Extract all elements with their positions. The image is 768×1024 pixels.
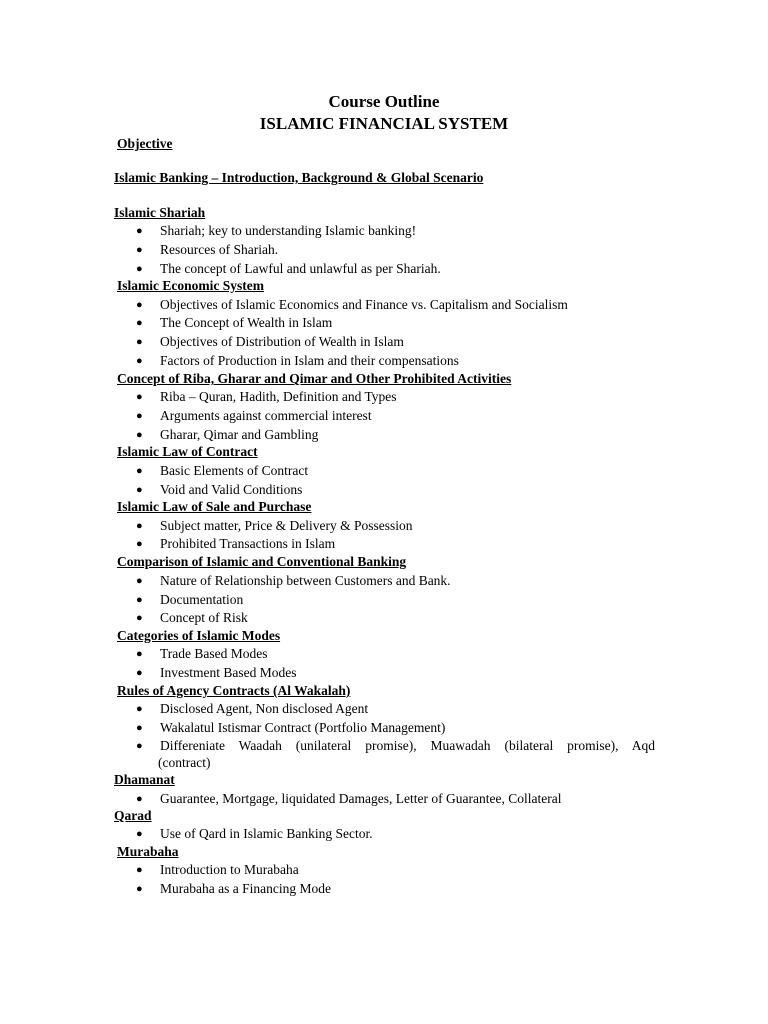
bullet-icon: ● <box>136 317 143 329</box>
bullet-icon: ● <box>136 465 143 477</box>
list-item-text: Differeniate Waadah (unilateral promise), Muawadah (bilateral promise), Aqd <box>160 738 655 753</box>
bullet-icon: ● <box>136 520 143 532</box>
bullet-icon: ● <box>136 883 143 895</box>
section-heading-qarad: Qarad <box>114 808 152 823</box>
list-item-text: Gharar, Qimar and Gambling <box>160 427 319 442</box>
list-item-text: Trade Based Modes <box>160 646 268 661</box>
section-heading-objective: Objective <box>117 136 173 151</box>
section-heading-agency: Rules of Agency Contracts (Al Wakalah) <box>117 683 351 698</box>
list-item-text: Introduction to Murabaha <box>160 862 299 877</box>
section-heading-economic: Islamic Economic System <box>117 278 264 293</box>
bullet-icon: ● <box>136 667 143 679</box>
list-item-text: Arguments against commercial interest <box>160 408 372 423</box>
list-item-text: The Concept of Wealth in Islam <box>160 315 333 330</box>
list-item-text: Nature of Relationship between Customers and Bank. <box>160 573 451 588</box>
list-item-text: Use of Qard in Islamic Banking Sector. <box>160 826 373 841</box>
bullet-icon: ● <box>136 225 143 237</box>
bullet-icon: ● <box>136 793 143 805</box>
list-item-text: Concept of Risk <box>160 610 248 625</box>
bullet-icon: ● <box>136 391 143 403</box>
bullet-icon: ● <box>136 244 143 256</box>
list-item-text: Shariah; key to understanding Islamic banking! <box>160 223 417 238</box>
bullet-icon: ● <box>136 594 143 606</box>
bullet-icon: ● <box>136 648 143 660</box>
list-item-text: Murabaha as a Financing Mode <box>160 881 331 896</box>
section-heading-intro: Islamic Banking – Introduction, Background & Global Scenario <box>114 170 484 185</box>
section-heading-sale: Islamic Law of Sale and Purchase <box>117 499 312 514</box>
bullet-icon: ● <box>136 299 143 311</box>
list-item-text: Objectives of Distribution of Wealth in Islam <box>160 334 404 349</box>
bullet-icon: ● <box>136 575 143 587</box>
bullet-icon: ● <box>136 355 143 367</box>
section-heading-contract: Islamic Law of Contract <box>117 444 258 459</box>
list-item-text: Objectives of Islamic Economics and Finance vs. Capitalism and Socialism <box>160 297 568 312</box>
list-item-text: Factors of Production in Islam and their compensations <box>160 353 459 368</box>
section-heading-dhamanat: Dhamanat <box>114 772 175 787</box>
section-heading-riba: Concept of Riba, Gharar and Qimar and Other Prohibited Activities <box>117 371 512 386</box>
list-item-text: Investment Based Modes <box>160 665 297 680</box>
list-item-text: The concept of Lawful and unlawful as per Shariah. <box>160 261 441 276</box>
bullet-icon: ● <box>136 740 143 752</box>
list-item-text: Guarantee, Mortgage, liquidated Damages, Letter of Guarantee, Collateral <box>160 791 562 806</box>
bullet-icon: ● <box>136 429 143 441</box>
bullet-icon: ● <box>136 722 143 734</box>
document-subtitle: ISLAMIC FINANCIAL SYSTEM <box>259 114 509 133</box>
bullet-icon: ● <box>136 612 143 624</box>
bullet-icon: ● <box>136 484 143 496</box>
list-item-continuation: (contract) <box>158 755 211 770</box>
document-title: Course Outline <box>328 92 440 111</box>
bullet-icon: ● <box>136 336 143 348</box>
bullet-icon: ● <box>136 410 143 422</box>
bullet-icon: ● <box>136 828 143 840</box>
bullet-icon: ● <box>136 864 143 876</box>
list-item-text: Documentation <box>160 592 244 607</box>
list-item-text: Disclosed Agent, Non disclosed Agent <box>160 701 369 716</box>
bullet-icon: ● <box>136 703 143 715</box>
list-item-text: Subject matter, Price & Delivery & Possession <box>160 518 413 533</box>
section-heading-murabaha: Murabaha <box>117 844 179 859</box>
list-item-text: Resources of Shariah. <box>160 242 279 257</box>
section-heading-modes: Categories of Islamic Modes <box>117 628 281 643</box>
section-heading-comparison: Comparison of Islamic and Conventional Banking <box>117 554 407 569</box>
bullet-icon: ● <box>136 538 143 550</box>
list-item-text: Riba – Quran, Hadith, Definition and Types <box>160 389 397 404</box>
list-item-text: Wakalatul Istismar Contract (Portfolio Management) <box>160 720 446 735</box>
list-item-text: Basic Elements of Contract <box>160 463 309 478</box>
section-heading-shariah: Islamic Shariah <box>114 205 206 220</box>
list-item-text: Prohibited Transactions in Islam <box>160 536 336 551</box>
list-item-text: Void and Valid Conditions <box>160 482 303 497</box>
bullet-icon: ● <box>136 263 143 275</box>
